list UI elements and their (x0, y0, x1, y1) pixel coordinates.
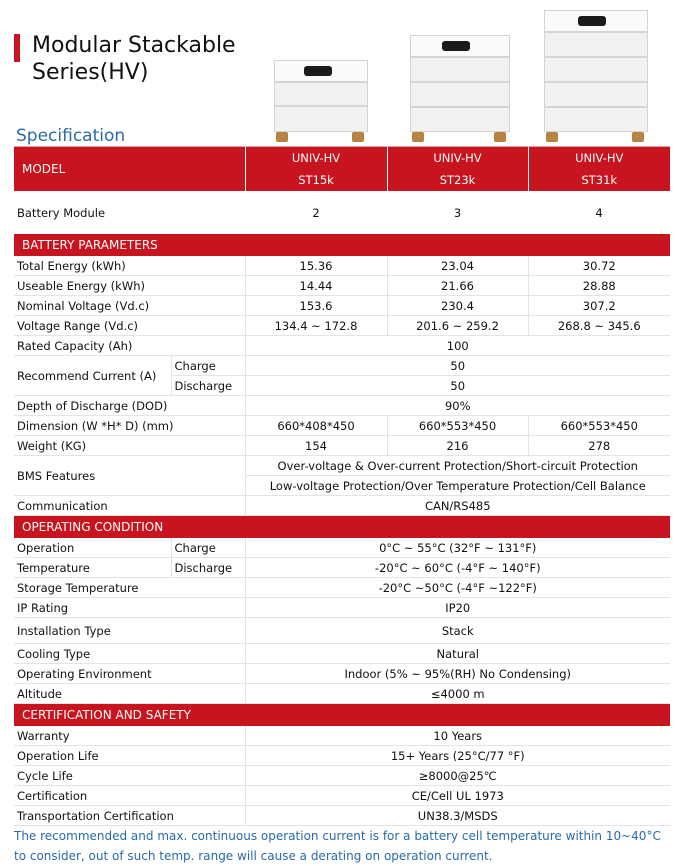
row-label: Depth of Discharge (DOD) (14, 396, 245, 416)
cell-value: 660*553*450 (528, 416, 670, 436)
cell-value: IP20 (245, 598, 670, 618)
table-row (14, 766, 670, 786)
battery-image-st31k (544, 10, 648, 142)
cell-value: 307.2 (528, 296, 670, 316)
row-label: Total Energy (kWh) (14, 256, 245, 276)
cell-value: 154 (245, 436, 387, 456)
table-row (14, 618, 670, 644)
battery-image-st23k (410, 35, 510, 142)
row-label: Communication (14, 496, 245, 516)
table-row (14, 396, 670, 416)
cell-value: 23.04 (387, 256, 528, 276)
table-row (14, 644, 670, 664)
cell-value: 230.4 (387, 296, 528, 316)
specification-heading: Specification (16, 126, 126, 146)
cell-value: 4 (595, 205, 603, 220)
row-label: Rated Capacity (Ah) (14, 336, 245, 356)
battery-image-st15k (274, 60, 368, 142)
cell-value: 0°C ~ 55°C (32°F ~ 131°F) (245, 538, 670, 558)
cell-value: 28.88 (528, 276, 670, 296)
model-name-line1: UNIV-HV (387, 147, 528, 169)
cell-value: ≤4000 m (245, 684, 670, 704)
bms-line-1: Over-voltage & Over-current Protection/Short-circuit Protection (245, 456, 670, 476)
row-label: Storage Temperature (14, 578, 245, 598)
cell-value: CE/Cell UL 1973 (245, 786, 670, 806)
table-row (14, 456, 670, 476)
cell-value: 14.44 (245, 276, 387, 296)
table-row (14, 276, 670, 296)
bms-line-2: Low-voltage Protection/Over Temperature Protection/Cell Balance (245, 476, 670, 496)
row-label: Weight (KG) (14, 436, 245, 456)
cell-value: Indoor (5% ~ 95%(RH) No Condensing) (245, 664, 670, 684)
row-label: Altitude (14, 684, 245, 704)
model-name-line1: UNIV-HV (528, 147, 670, 169)
cell-value: Stack (245, 618, 670, 644)
table-row (14, 316, 670, 336)
row-label: Temperature (14, 558, 171, 578)
display-screen-icon (578, 16, 606, 26)
cell-value: CAN/RS485 (245, 496, 670, 516)
row-label: Transportation Certification (14, 806, 245, 826)
section-header (14, 704, 670, 727)
row-label: Warranty (14, 726, 245, 746)
cell-value: 50 (245, 376, 670, 396)
table-row (14, 496, 670, 516)
row-label: Useable Energy (kWh) (14, 276, 245, 296)
cell-value: 90% (245, 396, 670, 416)
table-row (14, 436, 670, 456)
table-row (14, 256, 670, 276)
table-row (14, 664, 670, 684)
section-title: BATTERY PARAMETERS (14, 234, 670, 256)
section-header (14, 516, 670, 539)
cell-value: 10 Years (245, 726, 670, 746)
table-row (14, 684, 670, 704)
row-label: Recommend Current (A) (14, 356, 171, 396)
model-row (14, 147, 670, 169)
spec-table (14, 147, 670, 826)
row-label: Cycle Life (14, 766, 245, 786)
table-row (14, 416, 670, 436)
cell-value: 268.8 ~ 345.6 (528, 316, 670, 336)
row-label: IP Rating (14, 598, 245, 618)
footnote: The recommended and max. continuous operation current is for a battery cell temperature within 10~40°C to consider, out of such temp. range will cause a derating on operation current. (14, 829, 661, 863)
table-row (14, 296, 670, 316)
cell-value: 100 (245, 336, 670, 356)
row-label: Battery Module (17, 205, 106, 220)
cell-value: 50 (245, 356, 670, 376)
table-row (14, 806, 670, 826)
cell-value: 3 (453, 205, 462, 220)
row-label: Operation Life (14, 746, 245, 766)
section-title: CERTIFICATION AND SAFETY (14, 704, 670, 727)
table-row (14, 578, 670, 598)
model-label: MODEL (14, 147, 245, 191)
table-row (14, 538, 670, 558)
cell-value: 2 (312, 205, 320, 220)
title-line-1: Modular Stackable (32, 33, 236, 58)
sub-label-charge: Charge (171, 356, 245, 376)
page-title (32, 32, 236, 86)
battery-module-row (14, 191, 670, 234)
sub-label-discharge: Discharge (171, 558, 245, 578)
cell-value: 21.66 (387, 276, 528, 296)
row-label: Dimension (W *H* D) (mm) (14, 416, 245, 436)
cell-value: 278 (528, 436, 670, 456)
cell-value: 660*553*450 (387, 416, 528, 436)
cell-value: 216 (387, 436, 528, 456)
display-screen-icon (304, 66, 332, 76)
cell-value: 15+ Years (25°C/77 °F) (245, 746, 670, 766)
table-row (14, 726, 670, 746)
sub-label-charge: Charge (171, 538, 245, 558)
model-name-line2: ST23k (387, 169, 528, 191)
row-label: Cooling Type (14, 644, 245, 664)
row-label: Voltage Range (Vd.c) (14, 316, 245, 336)
row-label: Operation (14, 538, 171, 558)
table-row (14, 786, 670, 806)
cell-value: ≥8000@25℃ (245, 766, 670, 786)
cell-value: -20°C ~ 60°C (-4°F ~ 140°F) (245, 558, 670, 578)
table-row (14, 356, 670, 376)
cell-value: UN38.3/MSDS (245, 806, 670, 826)
title-accent-bar (14, 34, 20, 62)
cell-value: 30.72 (528, 256, 670, 276)
cell-value: 15.36 (245, 256, 387, 276)
title-line-2: Series(HV) (32, 60, 149, 85)
model-name-line1: UNIV-HV (245, 147, 387, 169)
section-header (14, 234, 670, 256)
section-title: OPERATING CONDITION (14, 516, 670, 539)
cell-value: 201.6 ~ 259.2 (387, 316, 528, 336)
display-screen-icon (442, 41, 470, 51)
cell-value: 134.4 ~ 172.8 (245, 316, 387, 336)
cell-value: 660*408*450 (245, 416, 387, 436)
model-name-line2: ST31k (528, 169, 670, 191)
row-label: Installation Type (14, 618, 245, 644)
cell-value: Natural (245, 644, 670, 664)
row-label: Operating Environment (14, 664, 245, 684)
row-label: Nominal Voltage (Vd.c) (14, 296, 245, 316)
model-name-line2: ST15k (245, 169, 387, 191)
table-row (14, 336, 670, 356)
cell-value: -20°C ~50°C (-4°F ~122°F) (245, 578, 670, 598)
table-row (14, 598, 670, 618)
table-row (14, 558, 670, 578)
row-label: BMS Features (14, 456, 245, 496)
row-label: Certification (14, 786, 245, 806)
sub-label-discharge: Discharge (171, 376, 245, 396)
table-row (14, 746, 670, 766)
cell-value: 153.6 (245, 296, 387, 316)
